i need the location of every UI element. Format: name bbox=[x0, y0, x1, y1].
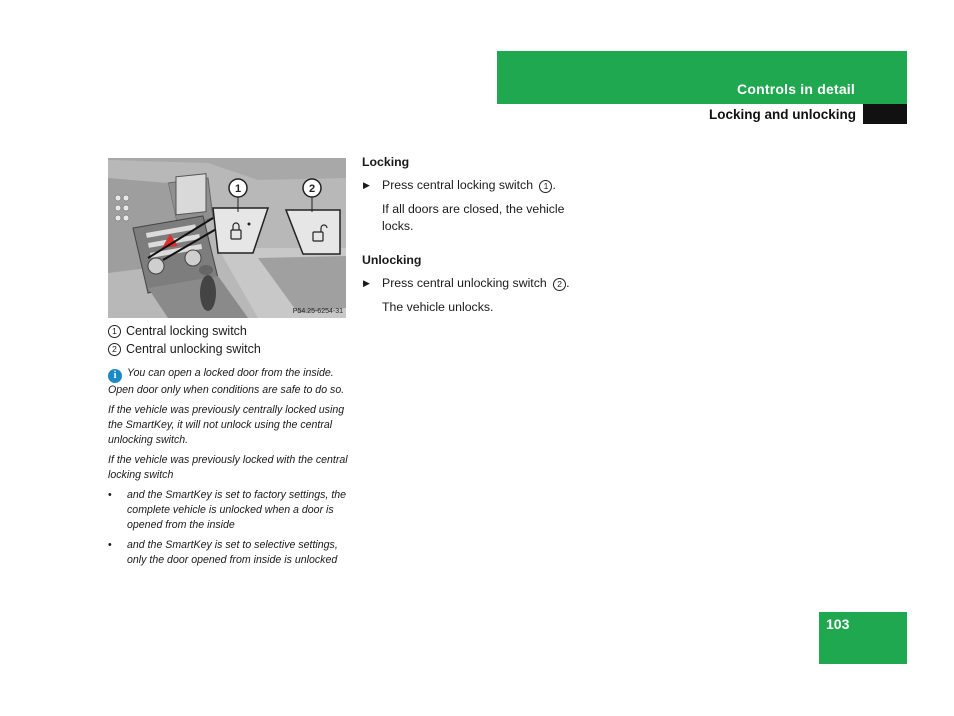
info-note bbox=[108, 366, 350, 398]
figure-callout-1: 1 bbox=[234, 183, 242, 195]
page-subtitle: Locking and unlocking bbox=[708, 107, 856, 122]
bullet-icon: • bbox=[108, 539, 112, 551]
note-bullets bbox=[108, 488, 350, 568]
callout-legend bbox=[108, 322, 261, 358]
locking-step: ▶ Press central locking switch 1 . bbox=[363, 178, 556, 192]
unlocking-step: ▶ Press central unlocking switch 2 . bbox=[363, 276, 570, 290]
unlocking-heading: Unlocking bbox=[362, 253, 422, 267]
callout-number: 1 bbox=[108, 325, 121, 338]
page-number-box bbox=[819, 612, 907, 664]
notes-section bbox=[108, 366, 350, 573]
console-illustration bbox=[108, 158, 346, 318]
info-icon: i bbox=[108, 369, 122, 383]
bullet-text: and the SmartKey is set to selective settings, only the door opened from inside is unlocked bbox=[127, 539, 338, 566]
figure-code: P54.25-6254-31 bbox=[292, 308, 343, 315]
step-number: 1 bbox=[539, 180, 552, 193]
figure-callout-2: 2 bbox=[308, 183, 316, 195]
note-paragraph: If the vehicle was previously centrally locked using the SmartKey, it will not unlock using the central unlocking switch. bbox=[108, 404, 345, 446]
section-title: Controls in detail bbox=[737, 81, 855, 97]
step-text: Press central locking switch bbox=[382, 178, 534, 192]
instructions bbox=[362, 154, 592, 316]
bullet-arrow-icon: ▶ bbox=[363, 278, 370, 288]
page-number: 103 bbox=[826, 616, 850, 632]
note-paragraph: If the vehicle was previously locked with the central locking switch bbox=[108, 454, 348, 481]
step-text: Press central unlocking switch bbox=[382, 276, 547, 290]
locking-result: If all doors are closed, the vehicle locks. bbox=[382, 202, 565, 233]
bullet-text: and the SmartKey is set to factory settings, the complete vehicle is unlocked when a door is opened from the inside bbox=[127, 489, 347, 531]
callout-number: 2 bbox=[108, 343, 121, 356]
step-number: 2 bbox=[553, 278, 566, 291]
console-drawing bbox=[108, 158, 346, 318]
info-text: You can open a locked door from the inside. Open door only when conditions are safe to do so. bbox=[108, 367, 345, 396]
callout-label: Central unlocking switch bbox=[126, 342, 261, 356]
subtitle-marker bbox=[863, 104, 907, 124]
list-item bbox=[108, 538, 350, 568]
list-item bbox=[108, 488, 350, 533]
callout-item bbox=[108, 322, 261, 340]
bullet-icon: • bbox=[108, 489, 112, 501]
bullet-arrow-icon: ▶ bbox=[363, 180, 370, 190]
header-band bbox=[497, 51, 907, 104]
unlocking-result: The vehicle unlocks. bbox=[382, 300, 494, 314]
callout-item bbox=[108, 340, 261, 358]
locking-heading: Locking bbox=[362, 155, 410, 169]
callout-label: Central locking switch bbox=[126, 324, 247, 338]
